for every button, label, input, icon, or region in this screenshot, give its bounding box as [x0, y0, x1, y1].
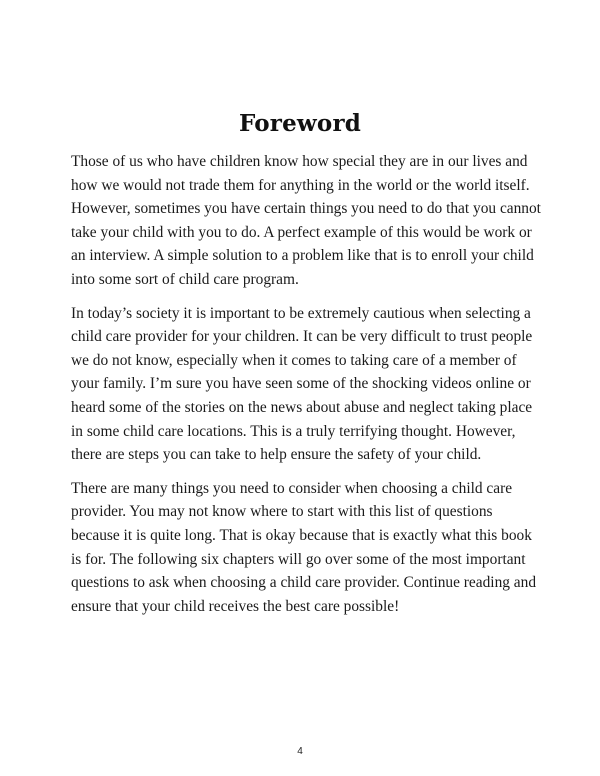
- paragraph-3: There are many things you need to consider when choosing a child care provider. You may not know where to start with this list of questions because it is quite long. That is okay because that is exactly what this book is for. The following six chapters will go over some of the most important questions to ask when choosing a child care provider. Continue reading and ensure that your child receives the best care possible!: [71, 479, 537, 615]
- page-number: 4: [297, 746, 303, 757]
- body-text: [71, 150, 543, 628]
- paragraph-1: Those of us who have children know how special they are in our lives and how we would not trade them for anything in the world or the world itself. However, sometimes you have certain things you need to do that you cannot take your child with you to do. A perfect example of this would be work or an interview. A simple solution to a problem like that is to enroll your child into some sort of child care program.: [71, 153, 541, 288]
- paragraph-2: In today’s society it is important to be extremely cautious when selecting a child care provider for your children. It can be very difficult to trust people we do not know, especially when it comes to taking care of a member of your family. I’m sure you have seen some of the shocking videos online or heard some of the stories on the news about abuse and neglect taking place in some child care locations. This is a truly terrifying thought. However, there are steps you can take to help ensure the safety of your child.: [71, 304, 533, 464]
- page-title: Foreword: [238, 110, 362, 137]
